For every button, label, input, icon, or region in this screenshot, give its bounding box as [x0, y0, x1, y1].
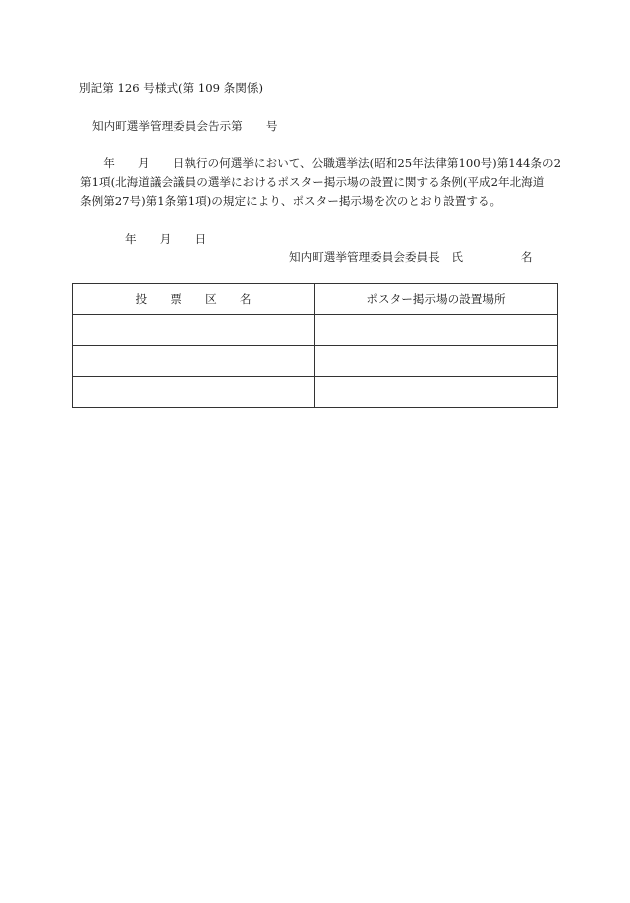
table-cell: [315, 346, 558, 377]
table-row: [73, 377, 558, 408]
polling-place-table: [72, 283, 558, 408]
body-line: 年 月 日執行の何選挙において、公職選挙法(昭和25年法律第100号)第144条の2: [80, 156, 561, 170]
body-line: 条例第27号)第1条第1項)の規定により、ポスター掲示場を次のとおり設置する。: [80, 194, 502, 208]
body-line: 第1項(北海道議会議員の選挙におけるポスター掲示場の設置に関する条例(平成2年北海道: [80, 175, 545, 189]
form-reference: 別記第 126 号様式(第 109 条関係): [79, 81, 263, 95]
notice-title: 知内町選挙管理委員会告示第 号: [92, 119, 278, 133]
table-cell: [73, 377, 315, 408]
table-cell: [73, 346, 315, 377]
table-header-row: [73, 284, 558, 315]
table-cell: [315, 315, 558, 346]
header-polling-district: 投 票 区 名: [73, 284, 315, 315]
notice-body: [80, 154, 560, 211]
signature-line: 知内町選挙管理委員会委員長 氏 名: [289, 250, 533, 264]
table-cell: [73, 315, 315, 346]
table-row: [73, 315, 558, 346]
header-poster-location: ポスター掲示場の設置場所: [315, 284, 558, 315]
table-row: [73, 346, 558, 377]
table-cell: [315, 377, 558, 408]
date-line: 年 月 日: [125, 232, 207, 246]
